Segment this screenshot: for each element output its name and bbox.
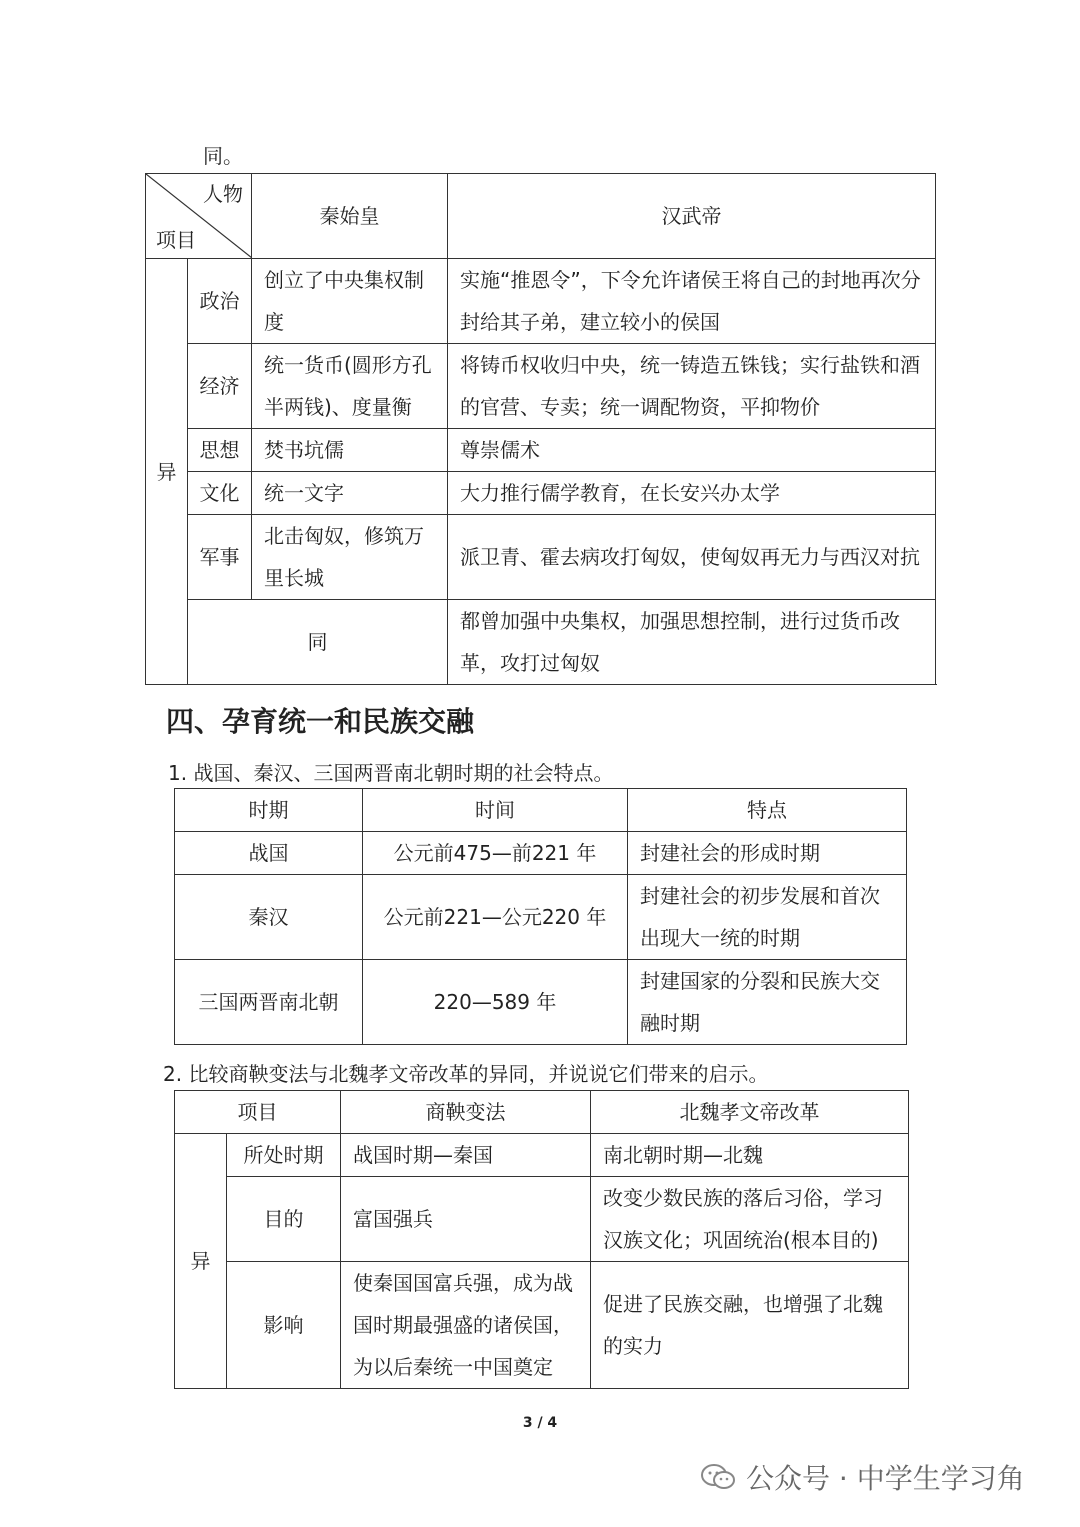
aspect-cell: 所处时期 [227, 1134, 341, 1177]
period-cell: 三国两晋南北朝 [175, 960, 363, 1045]
table-row [146, 344, 936, 429]
wei-cell: 改变少数民族的落后习俗，学习汉族文化；巩固统治(根本目的) [591, 1177, 909, 1262]
time-cell: 公元前221—公元220 年 [363, 875, 628, 960]
diff-label: 异 [146, 259, 188, 685]
question-1: 1. 战国、秦汉、三国两晋南北朝时期的社会特点。 [168, 761, 614, 785]
header-period: 时期 [175, 789, 363, 832]
header-item: 项目 [156, 228, 196, 252]
aspect-cell: 经济 [188, 344, 252, 429]
header-time: 时间 [363, 789, 628, 832]
table-header-row [175, 789, 907, 832]
reform-comparison-table [174, 1090, 909, 1389]
shang-cell: 富国强兵 [341, 1177, 591, 1262]
time-cell: 220—589 年 [363, 960, 628, 1045]
table-row [175, 1134, 909, 1177]
feature-cell: 封建社会的初步发展和首次出现大一统的时期 [628, 875, 907, 960]
table-row [146, 259, 936, 344]
section-heading: 四、孕育统一和民族交融 [166, 705, 475, 738]
aspect-cell: 目的 [227, 1177, 341, 1262]
qin-han-comparison-table [145, 173, 936, 685]
table-row [146, 600, 936, 685]
aspect-cell: 文化 [188, 472, 252, 515]
feature-cell: 封建国家的分裂和民族大交融时期 [628, 960, 907, 1045]
header-shang: 商鞅变法 [341, 1091, 591, 1134]
han-cell: 将铸币权收归中央，统一铸造五铢钱；实行盐铁和酒的官营、专卖；统一调配物资，平抑物价 [448, 344, 936, 429]
table-row [175, 960, 907, 1045]
table-row [146, 429, 936, 472]
watermark-text: 公众号 · 中学生学习角 [746, 1462, 1025, 1495]
shang-cell: 使秦国国富兵强，成为战国时期最强盛的诸侯国，为以后秦统一中国奠定 [341, 1262, 591, 1389]
header-item: 项目 [175, 1091, 341, 1134]
watermark [700, 1457, 1025, 1497]
same-label: 同 [188, 600, 448, 685]
table-row [175, 875, 907, 960]
feature-cell: 封建社会的形成时期 [628, 832, 907, 875]
wei-cell: 促进了民族交融，也增强了北魏的实力 [591, 1262, 909, 1389]
diff-label: 异 [175, 1134, 227, 1389]
table-header-row [146, 174, 936, 259]
header-wei: 北魏孝文帝改革 [591, 1091, 909, 1134]
han-cell: 尊崇儒术 [448, 429, 936, 472]
period-cell: 秦汉 [175, 875, 363, 960]
qin-cell: 北击匈奴，修筑万里长城 [252, 515, 448, 600]
question-2: 2. 比较商鞅变法与北魏孝文帝改革的异同，并说说它们带来的启示。 [163, 1062, 769, 1086]
table-row [146, 472, 936, 515]
aspect-cell: 政治 [188, 259, 252, 344]
header-qin: 秦始皇 [252, 174, 448, 259]
table-row [175, 1177, 909, 1262]
table-row [175, 1262, 909, 1389]
header-feature: 特点 [628, 789, 907, 832]
han-cell: 实施“推恩令”，下令允许诸侯王将自己的封地再次分封给其子弟，建立较小的侯国 [448, 259, 936, 344]
qin-cell: 统一货币(圆形方孔半两钱)、度量衡 [252, 344, 448, 429]
diagonal-header-cell [146, 174, 252, 259]
period-cell: 战国 [175, 832, 363, 875]
qin-cell: 创立了中央集权制度 [252, 259, 448, 344]
table-row [175, 832, 907, 875]
aspect-cell: 军事 [188, 515, 252, 600]
table-row [146, 515, 936, 600]
header-person: 人物 [203, 182, 243, 206]
han-cell: 派卫青、霍去病攻打匈奴，使匈奴再无力与西汉对抗 [448, 515, 936, 600]
wechat-icon [700, 1462, 736, 1492]
han-cell: 大力推行儒学教育，在长安兴办太学 [448, 472, 936, 515]
qin-cell: 焚书坑儒 [252, 429, 448, 472]
time-cell: 公元前475—前221 年 [363, 832, 628, 875]
aspect-cell: 思想 [188, 429, 252, 472]
header-han: 汉武帝 [448, 174, 936, 259]
same-text: 都曾加强中央集权，加强思想控制，进行过货币改革，攻打过匈奴 [448, 600, 936, 685]
shang-cell: 战国时期—秦国 [341, 1134, 591, 1177]
periods-table [174, 788, 907, 1045]
table-header-row [175, 1091, 909, 1134]
qin-cell: 统一文字 [252, 472, 448, 515]
wei-cell: 南北朝时期—北魏 [591, 1134, 909, 1177]
page-number: 3 / 4 [522, 1415, 558, 1431]
intro-fragment: 同。 [203, 144, 243, 168]
aspect-cell: 影响 [227, 1262, 341, 1389]
